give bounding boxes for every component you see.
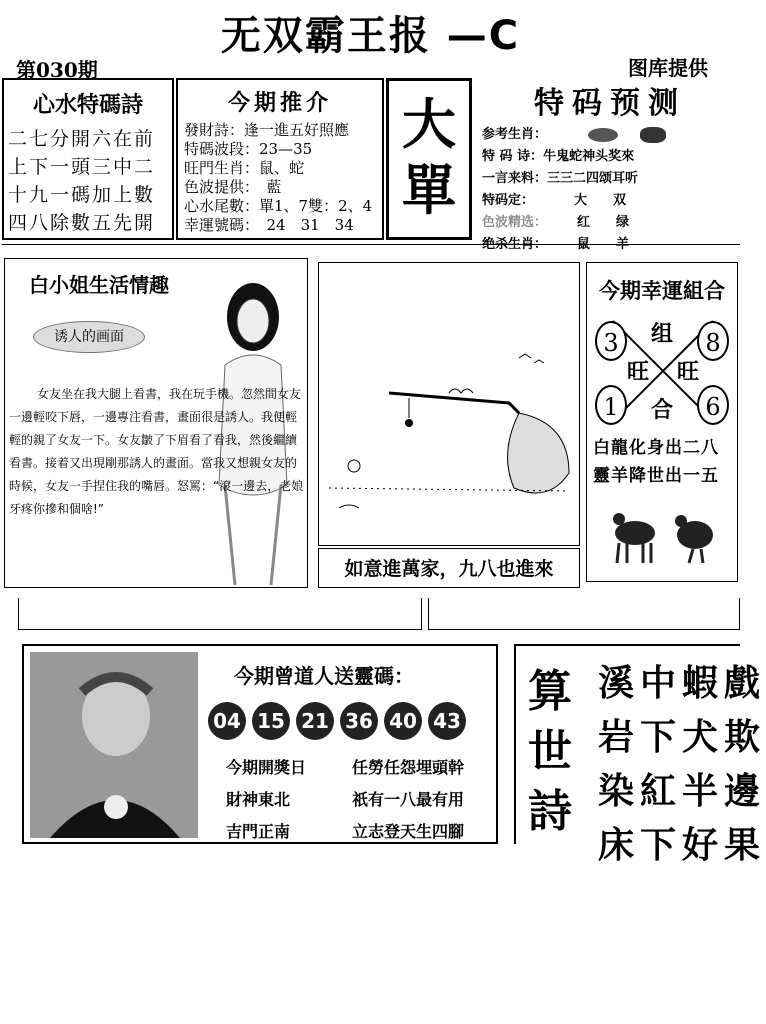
recommend-line: 幸運號碼： 24 31 34 (184, 216, 354, 234)
combo-line: 白龍化身出二八 (593, 438, 719, 458)
calc-poem-line: 染紅半邊 (598, 770, 766, 812)
divider (2, 244, 740, 245)
lucky-ball: 04 (208, 702, 246, 740)
combo-number: 1 (595, 385, 627, 425)
combo-char: 组 (651, 321, 674, 347)
forecast-label: 特 码 诗： (482, 149, 544, 164)
taoist-section (22, 644, 498, 844)
newspaper-title: 无双霸王报 —C (220, 13, 521, 59)
forecast-value: 鼠 羊 (577, 237, 630, 252)
forecast-label: 参考生肖： (482, 127, 548, 142)
forecast-row (482, 234, 740, 256)
heart-poem-line: 二七分開六在前 (8, 128, 156, 150)
special-forecast (480, 78, 740, 252)
forecast-value: 红 绿 (577, 215, 630, 230)
heart-poem-line: 四八除數五先開 (8, 212, 156, 234)
lucky-ball: 40 (384, 702, 422, 740)
forecast-row (482, 212, 740, 234)
forecast-row (482, 190, 740, 212)
calc-poem-line: 床下好果 (598, 824, 766, 866)
cartoon-image (319, 263, 579, 545)
recommend-line: 特碼波段：23—35 (184, 140, 313, 158)
cartoon-caption-box (318, 548, 580, 588)
taoist-title: 今期曾道人送靈碼： (234, 664, 414, 688)
taoist-tip: 吉門正南 (226, 822, 291, 841)
ox-icon (640, 127, 666, 143)
recommend-line: 發財詩：逢一進五好照應 (184, 121, 350, 139)
combo-char: 合 (651, 397, 674, 423)
lucky-ball: 15 (252, 702, 290, 740)
calc-poem-line: 溪中蝦戲 (598, 662, 766, 704)
taoist-tip: 財神東北 (226, 790, 291, 809)
lucky-ball: 36 (340, 702, 378, 740)
combo-number: 8 (697, 321, 729, 361)
special-forecast-title: 特码预测 (534, 86, 686, 121)
combo-char: 旺 (677, 359, 700, 385)
forecast-row (482, 124, 740, 146)
miss-bai-section (4, 258, 308, 588)
calc-poem-title: 算世詩 (528, 666, 572, 837)
combo-char: 旺 (627, 359, 650, 385)
heart-poem-line: 十九一碼加上數 (8, 184, 156, 206)
issue-number: 第030期 (16, 58, 98, 82)
taoist-tip: 今期開獎日 (226, 758, 307, 777)
miss-bai-title: 白小姐生活情趣 (29, 273, 169, 297)
goat-and-rooster-image (605, 499, 723, 567)
rat-icon (588, 128, 618, 142)
cartoon-section (318, 262, 580, 546)
cropped-strip (18, 598, 422, 630)
taoist-tip: 任勞任怨埋頭幹 (352, 758, 465, 777)
taoist-balls (208, 702, 472, 740)
recommend-box (176, 78, 384, 240)
calc-poem-section (514, 644, 766, 866)
recommend-line: 心水尾數：單1、7雙：2、4 (184, 197, 373, 215)
big-single-box (386, 78, 472, 240)
forecast-value: 大 双 (574, 193, 627, 208)
taoist-photo (30, 652, 198, 838)
heart-poem-line: 上下一頭三中二 (8, 156, 156, 178)
taoist-tip: 祇有一八最有用 (352, 790, 465, 809)
heart-poem-box (2, 78, 174, 240)
provider-label: 图库提供 (628, 56, 708, 80)
lucky-combo-title: 今期幸運組合 (599, 278, 725, 303)
forecast-label: 一言来料： (482, 171, 548, 186)
recommend-line: 色波提供： 藍 (184, 178, 282, 196)
miss-bai-badge: 诱人的画面 (33, 321, 145, 353)
calc-poem-line: 岩下犬欺 (598, 716, 766, 758)
recommend-line: 旺門生肖：鼠、蛇 (184, 159, 305, 177)
lucky-ball: 21 (296, 702, 334, 740)
combo-number: 3 (595, 321, 627, 361)
forecast-label: 特码定： (482, 193, 535, 208)
single-char: 單 (402, 158, 456, 222)
combo-number: 6 (697, 385, 729, 425)
cropped-strip (428, 598, 740, 630)
lucky-ball: 43 (428, 702, 466, 740)
combo-line: 靈羊降世出一五 (593, 466, 719, 486)
recommend-title: 今期推介 (227, 90, 332, 116)
forecast-row (482, 168, 740, 190)
heart-poem-title: 心水特碼詩 (32, 92, 143, 118)
cartoon-caption: 如意進萬家，九八也進來 (344, 558, 554, 580)
taoist-tip: 立志登天生四腳 (352, 822, 465, 841)
forecast-row (482, 146, 740, 168)
forecast-label: 绝杀生肖： (482, 237, 548, 252)
miss-bai-story: 女友坐在我大腿上看書，我在玩手機。忽然間女友一邊輕咬下唇，一邊專注看書，畫面很是誘人。我便輕輕的親了女友一下。女友皺了下眉看了看我，然後繼續看書。接着又出現剛那誘人的畫面。當我又想親女友的時候，女友一手捏住我的嘴唇。怒罵：“滾一邊去，老娘牙疼你摻和個啥!” (9, 387, 304, 516)
forecast-value: 三三二四颂耳听 (547, 171, 639, 186)
forecast-value: 牛鬼蛇神头奖來 (543, 149, 635, 164)
lucky-combo-section (586, 262, 738, 582)
forecast-label: 色波精选： (482, 215, 548, 230)
big-char: 大 (402, 92, 456, 156)
